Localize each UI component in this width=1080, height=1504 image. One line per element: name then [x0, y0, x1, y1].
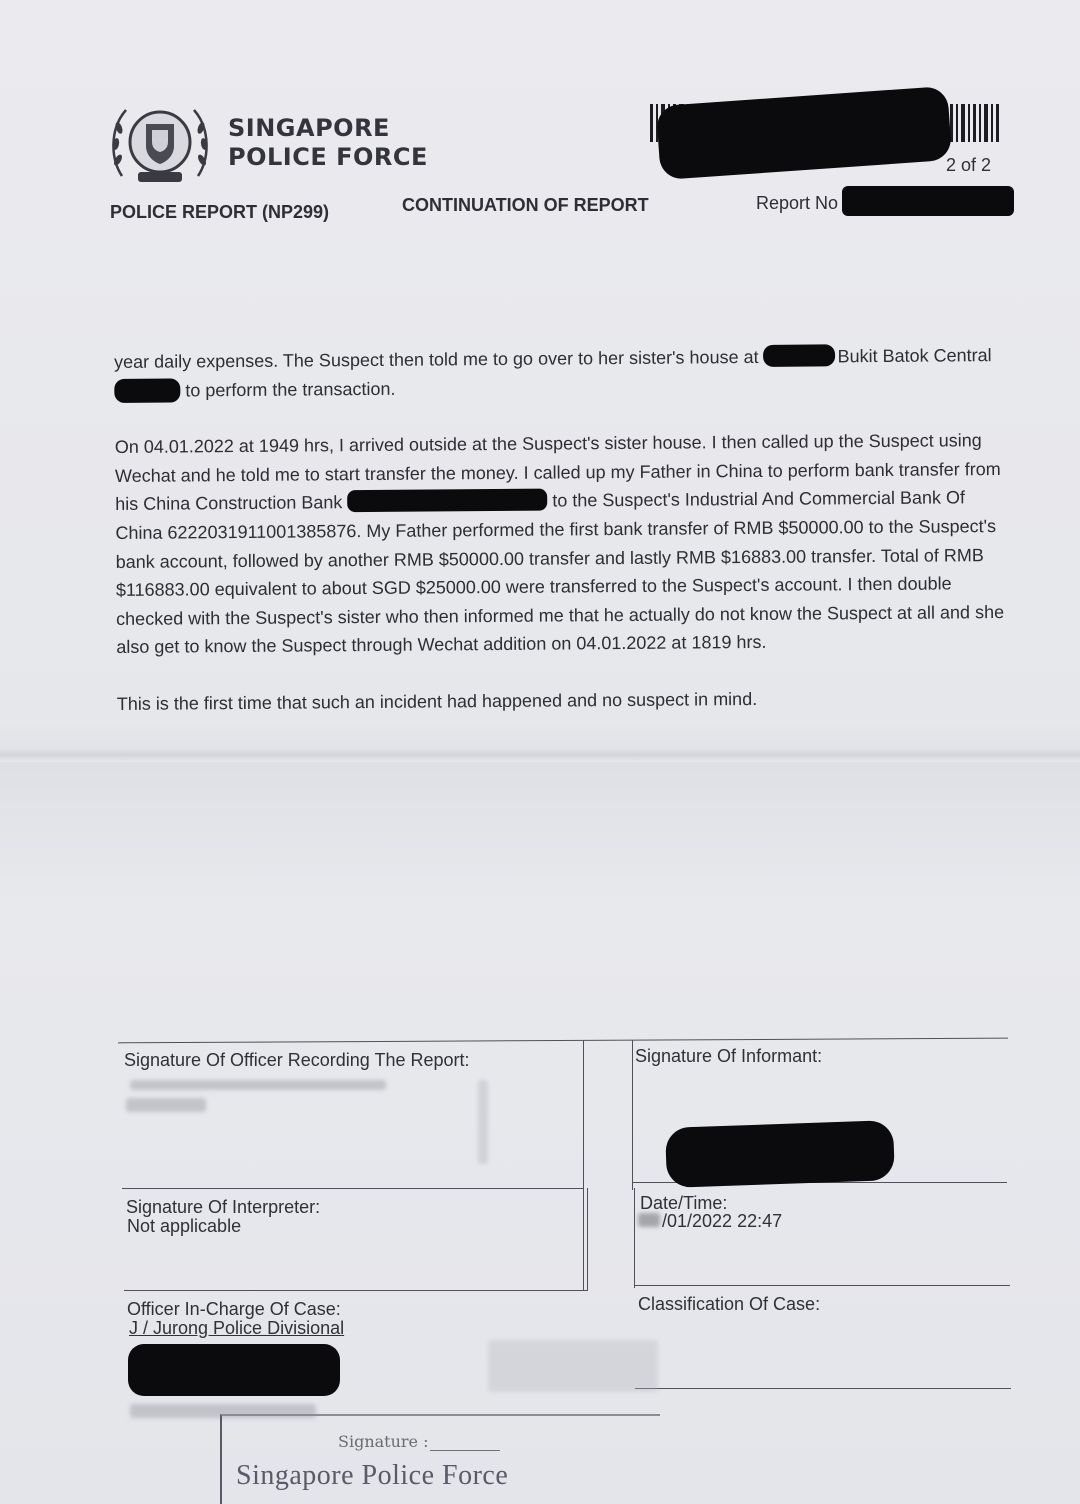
blurred-stamp-edge	[478, 1080, 488, 1164]
agency-name	[228, 114, 428, 172]
officer-signature-label: Signature Of Officer Recording The Report:	[124, 1050, 470, 1070]
section-title: CONTINUATION OF REPORT	[402, 195, 649, 215]
grid-line-low-left	[124, 1290, 588, 1291]
redaction-barcode	[656, 86, 952, 180]
datetime-value: /01/2022 22:47	[662, 1211, 783, 1231]
interpreter-label: Signature Of Interpreter:	[126, 1197, 321, 1217]
redaction-account	[347, 489, 547, 513]
agency-line-1: SINGAPORE	[228, 114, 390, 142]
classification-label: Classification Of Case:	[638, 1294, 821, 1314]
grid-line-low-right	[634, 1285, 1010, 1286]
page-indicator: 2 of 2	[946, 155, 992, 175]
grid-line-mid-left	[122, 1188, 584, 1189]
para1-text-c: to perform the transaction.	[180, 378, 396, 401]
oic-label: Officer In-Charge Of Case:	[127, 1299, 341, 1319]
informant-signature-label: Signature Of Informant:	[635, 1046, 823, 1066]
police-stamp	[220, 1414, 660, 1504]
para2-text-a: On 04.01.2022 at 1949 hrs, I arrived outside at the Suspect's sister house. I then called up the Suspect using Wechat and he told me to start transfer the money. I called up my Father in China to perform bank transfer from his China Construction Bank	[114, 430, 1001, 515]
stamp-signature-label: Signature :	[338, 1432, 429, 1451]
oic-value: J / Jurong Police Divisional	[129, 1318, 345, 1338]
paragraph-1	[114, 341, 1004, 405]
blurred-officer-id	[126, 1098, 206, 1112]
redaction-report-no	[842, 186, 1014, 216]
redaction-address	[763, 344, 835, 367]
report-no-label: Report No	[756, 193, 839, 213]
interpreter-value: Not applicable	[127, 1216, 242, 1236]
report-body	[114, 341, 1007, 747]
grid-line-right-v	[632, 1040, 633, 1190]
redaction-unit	[114, 378, 180, 403]
paragraph-2	[115, 426, 1007, 662]
para1-text-b: Bukit Batok Central	[837, 345, 992, 367]
datetime-label: Date/Time:	[640, 1193, 728, 1213]
agency-line-2: POLICE FORCE	[228, 143, 428, 171]
paper-fold	[0, 748, 1080, 762]
para2-text-b: to the Suspect's Industrial And Commercial Bank Of China 6222031911001385876. My Father performed the first bank transfer of RMB $50000.00 to the Suspect's bank account, followed by another RMB $50000.00 transfer and lastly RMB $16883.00 transfer. Total of RMB $116883.00 equivalent to about SGD $25000.00 were transferred to the Suspect's account. I then double checked with the Suspect's sister who then informed me that he actually do not know the Suspect at all and she also get to know the Suspect through Wechat addition on 04.01.2022 at 1819 hrs.	[115, 487, 1005, 658]
redaction-informant-signature	[665, 1120, 895, 1188]
grid-line-bottom-right	[635, 1388, 1011, 1389]
grid-line-left-v	[583, 1040, 584, 1290]
paragraph-3: This is the first time that such an incident had happened and no suspect in mind.	[116, 688, 758, 714]
police-crest-icon	[108, 98, 212, 190]
grid-line-top	[118, 1038, 1008, 1044]
grid-line-right-v2	[634, 1188, 635, 1288]
grid-line-left-v2	[587, 1188, 588, 1290]
redaction-oic-name	[128, 1344, 340, 1396]
form-title: POLICE REPORT (NP299)	[110, 202, 330, 222]
stamp-org-name: Singapore Police Force	[236, 1460, 509, 1491]
stamp-signature-line	[430, 1450, 500, 1451]
blurred-officer-name	[130, 1080, 386, 1090]
blurred-stamp-ghost	[488, 1340, 658, 1392]
para1-text-a: year daily expenses. The Suspect then told me to go over to her sister's house at	[114, 346, 764, 372]
blurred-date-day	[638, 1213, 660, 1227]
